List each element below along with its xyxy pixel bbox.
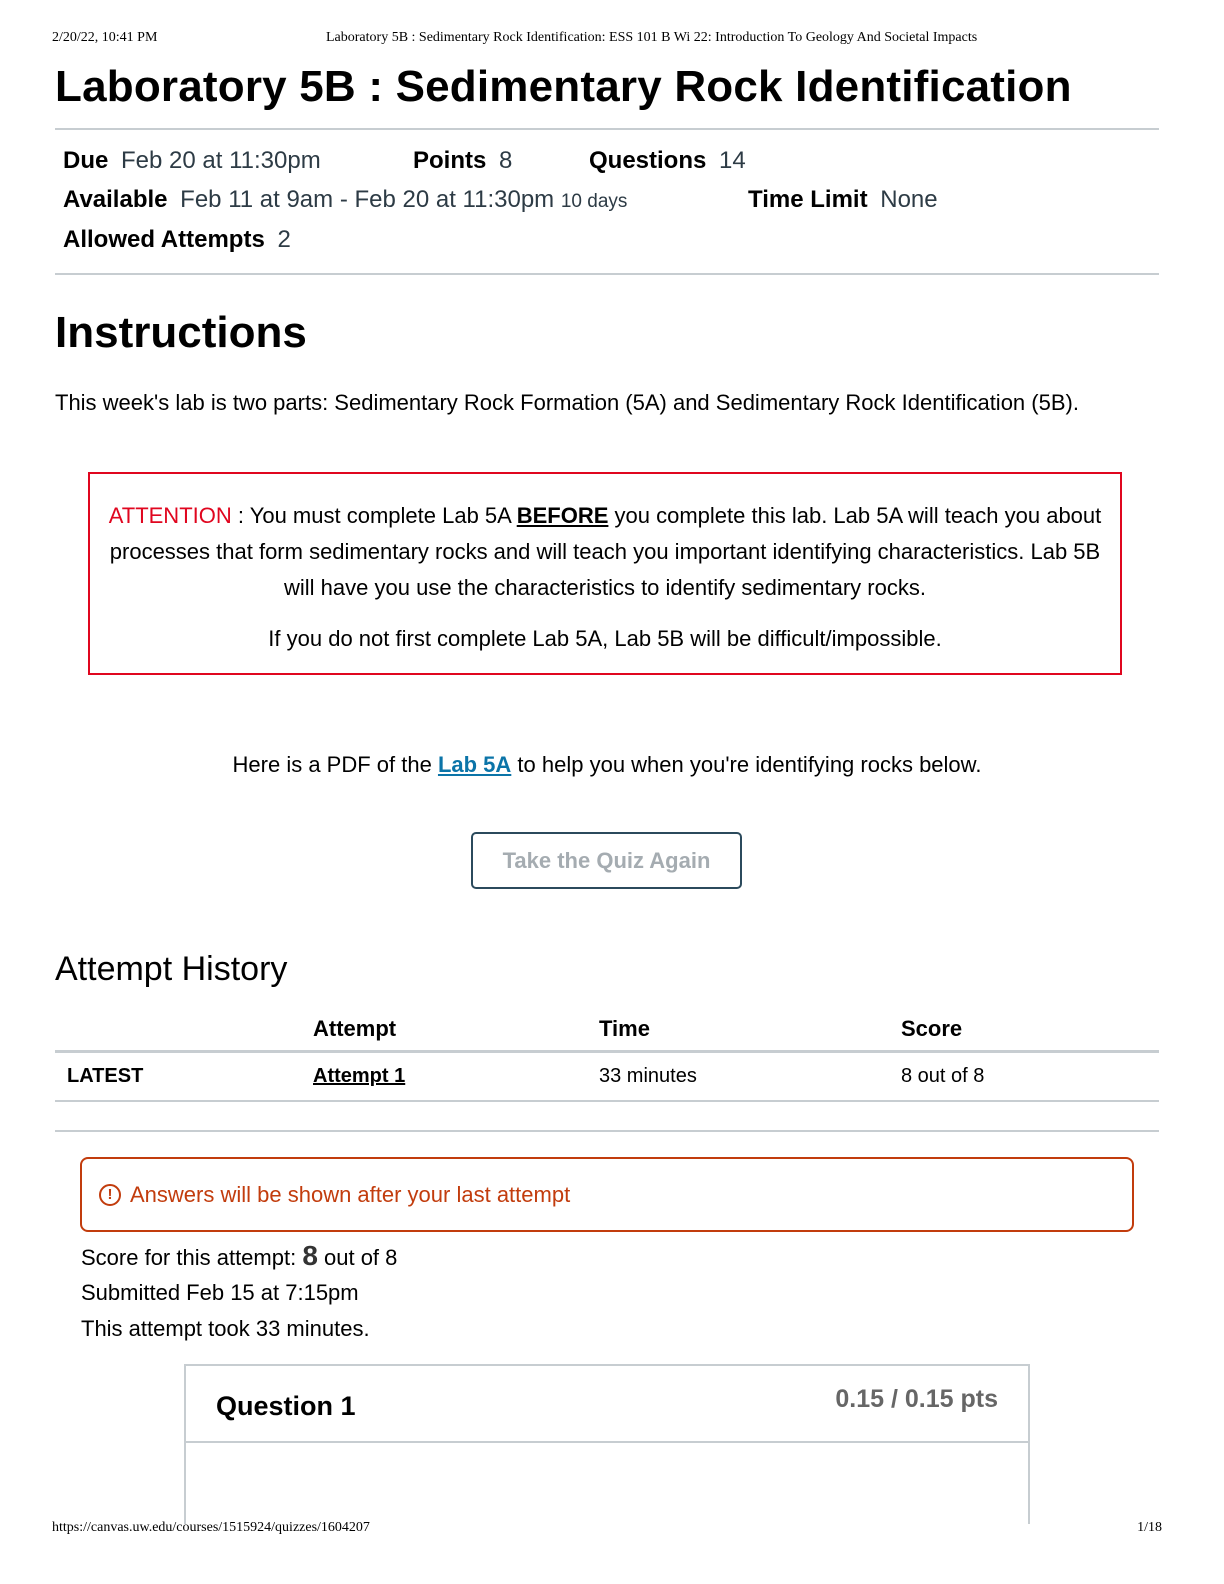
question-card: [184, 1364, 1030, 1524]
pdf-prefix: Here is a PDF of the: [232, 752, 438, 777]
attempt-duration-line: This attempt took 33 minutes.: [81, 1316, 370, 1341]
divider: [55, 1130, 1159, 1132]
available-value: Feb 11 at 9am - Feb 20 at 11:30pm: [180, 186, 555, 213]
lab-5a-link[interactable]: Lab 5A: [437, 752, 512, 777]
points-detail: [413, 147, 512, 175]
answers-notice-text: Answers will be shown after your last attempt: [130, 1182, 571, 1207]
pdf-line: [0, 752, 1214, 778]
table-bottom-border: [55, 1100, 1159, 1102]
questions-label: Questions: [589, 147, 707, 174]
due-label: Due: [63, 147, 109, 174]
due-value: Feb 20 at 11:30pm: [121, 147, 321, 174]
attempt-score-line: [81, 1240, 397, 1272]
available-detail: [63, 186, 627, 214]
print-page-number: 1/18: [1137, 1520, 1162, 1535]
latest-tag: LATEST: [67, 1065, 144, 1087]
points-value: 8: [499, 147, 513, 174]
exclamation-circle-icon: !: [99, 1184, 121, 1206]
attention-before: BEFORE: [516, 503, 609, 528]
print-datetime: 2/20/22, 10:41 PM: [52, 30, 158, 45]
pdf-suffix: to help you when you're identifying rocks below.: [511, 752, 982, 777]
time-limit-detail: [748, 186, 938, 214]
attempt-1-link[interactable]: Attempt 1: [313, 1065, 406, 1087]
allowed-attempts-detail: [63, 226, 291, 254]
questions-detail: [589, 147, 746, 175]
attempt-history-heading: Attempt History: [55, 950, 288, 988]
attempt-time: 33 minutes: [599, 1065, 697, 1087]
questions-value: 14: [719, 147, 746, 174]
divider: [55, 128, 1159, 130]
due-detail: [63, 147, 321, 175]
question-header: [186, 1366, 1028, 1443]
answers-notice: [80, 1157, 1134, 1232]
column-header-time: Time: [599, 1016, 650, 1041]
allowed-attempts-value: 2: [277, 226, 291, 253]
attempt-score: 8 out of 8: [901, 1065, 985, 1087]
column-header-attempt: Attempt: [313, 1016, 397, 1041]
available-duration: 10 days: [560, 191, 628, 212]
attention-text-rest: you complete this lab. Lab 5A will teach you about processes that form sedimentary rocks and will teach you important identifying characteristics. Lab 5B will have you use the characteristics to identify sedimentary rocks.: [109, 503, 1102, 600]
column-header-score: Score: [901, 1016, 963, 1041]
attention-box: [88, 472, 1122, 675]
score-suffix: out of 8: [317, 1245, 398, 1270]
attention-label: ATTENTION: [108, 503, 232, 528]
instructions-intro: This week's lab is two parts: Sedimentary Rock Formation (5A) and Sedimentary Rock Identification (5B).: [55, 390, 1079, 415]
table-header-border: [55, 1050, 1159, 1053]
attention-text: : You must complete Lab 5A: [231, 503, 517, 528]
take-quiz-again-button[interactable]: Take the Quiz Again: [471, 832, 742, 889]
divider: [55, 273, 1159, 275]
print-url: https://canvas.uw.edu/courses/1515924/quizzes/1604207: [52, 1520, 370, 1535]
question-title: Question 1: [216, 1391, 356, 1421]
points-label: Points: [413, 147, 487, 174]
time-limit-label: Time Limit: [748, 186, 868, 213]
question-points: 0.15 / 0.15 pts: [835, 1385, 998, 1413]
page-title: Laboratory 5B : Sedimentary Rock Identification: [55, 62, 1072, 111]
score-prefix: Score for this attempt:: [81, 1245, 303, 1270]
print-doc-title: Laboratory 5B : Sedimentary Rock Identification: ESS 101 B Wi 22: Introduction To Geology And Societal Impacts: [326, 30, 978, 45]
allowed-attempts-label: Allowed Attempts: [63, 226, 265, 253]
attention-note: If you do not first complete Lab 5A, Lab 5B will be difficult/impossible.: [268, 626, 942, 651]
submitted-line: Submitted Feb 15 at 7:15pm: [81, 1280, 359, 1305]
time-limit-value: None: [880, 186, 938, 213]
instructions-heading: Instructions: [55, 308, 307, 357]
available-label: Available: [63, 186, 168, 213]
attention-paragraph: [90, 498, 1120, 606]
score-value: 8: [302, 1240, 318, 1271]
